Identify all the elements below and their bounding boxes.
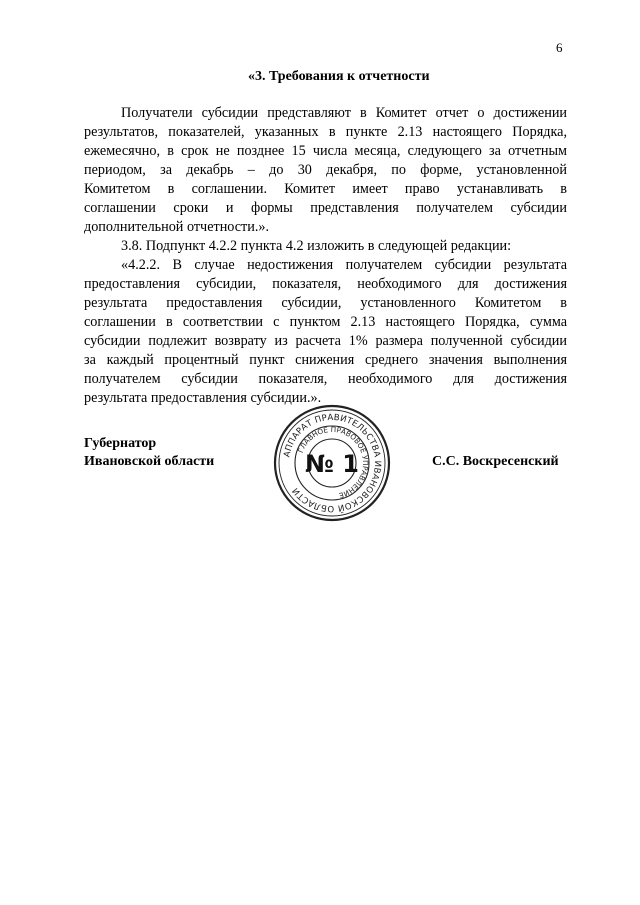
signatory-position: Губернатор xyxy=(84,436,157,451)
paragraph-line: получателем субсидии показателя, необходимого для достижения xyxy=(84,371,567,387)
paragraph-line: «4.2.2. В случае недостижения получателем субсидии результата xyxy=(121,257,567,273)
paragraph-line: периодом, за декабрь – до 30 декабря, по форме, установленной xyxy=(84,162,567,178)
paragraph-line: ежемесячно, в срок не позднее 15 числа месяца, следующего за отчетным xyxy=(84,143,567,159)
paragraph-line: соглашении сроки и формы представления получателем субсидии xyxy=(84,200,567,216)
signatory-name: С.С. Воскресенский xyxy=(432,454,559,469)
paragraph-line: дополнительной отчетности.». xyxy=(84,219,270,235)
seal-number: № 1 xyxy=(305,450,359,478)
seal-inner-text: ГЛАВНОЕ ПРАВОВОЕ УПРАВЛЕНИЕ xyxy=(295,424,371,501)
official-seal-stamp xyxy=(272,402,392,524)
paragraph-line: соглашении в соответствии с пунктом 2.13 настоящего Порядка, сумма xyxy=(84,314,567,330)
signatory-region: Ивановской области xyxy=(84,454,215,469)
paragraph-line: 3.8. Подпункт 4.2.2 пункта 4.2 изложить в следующей редакции: xyxy=(121,238,512,254)
paragraph-line: Комитетом в соглашении. Комитет имеет право устанавливать в xyxy=(84,181,567,197)
paragraph-line: результата предоставления субсидии.». xyxy=(84,390,322,406)
paragraph-line: Получатели субсидии представляют в Комитет отчет о достижении xyxy=(121,105,567,121)
paragraph-line: за каждый процентный пункт снижения среднего значения выполнения xyxy=(84,352,567,368)
paragraph-line: субсидии подлежит возврату из расчета 1% размера полученной субсидии xyxy=(84,333,567,349)
paragraph-line: результата предоставления субсидии, установленного Комитетом в xyxy=(84,295,567,311)
page-number: 6 xyxy=(556,40,563,55)
section-heading: «3. Требования к отчетности xyxy=(248,69,430,84)
paragraph-line: предоставления субсидии, показателя, необходимого для достижения xyxy=(84,276,567,292)
seal-outer-text: АППАРАТ ПРАВИТЕЛЬСТВА ИВАНОВСКОЙ ОБЛАСТИ xyxy=(282,412,383,514)
paragraph-line: результатов, показателей, указанных в пункте 2.13 настоящего Порядка, xyxy=(84,124,567,140)
